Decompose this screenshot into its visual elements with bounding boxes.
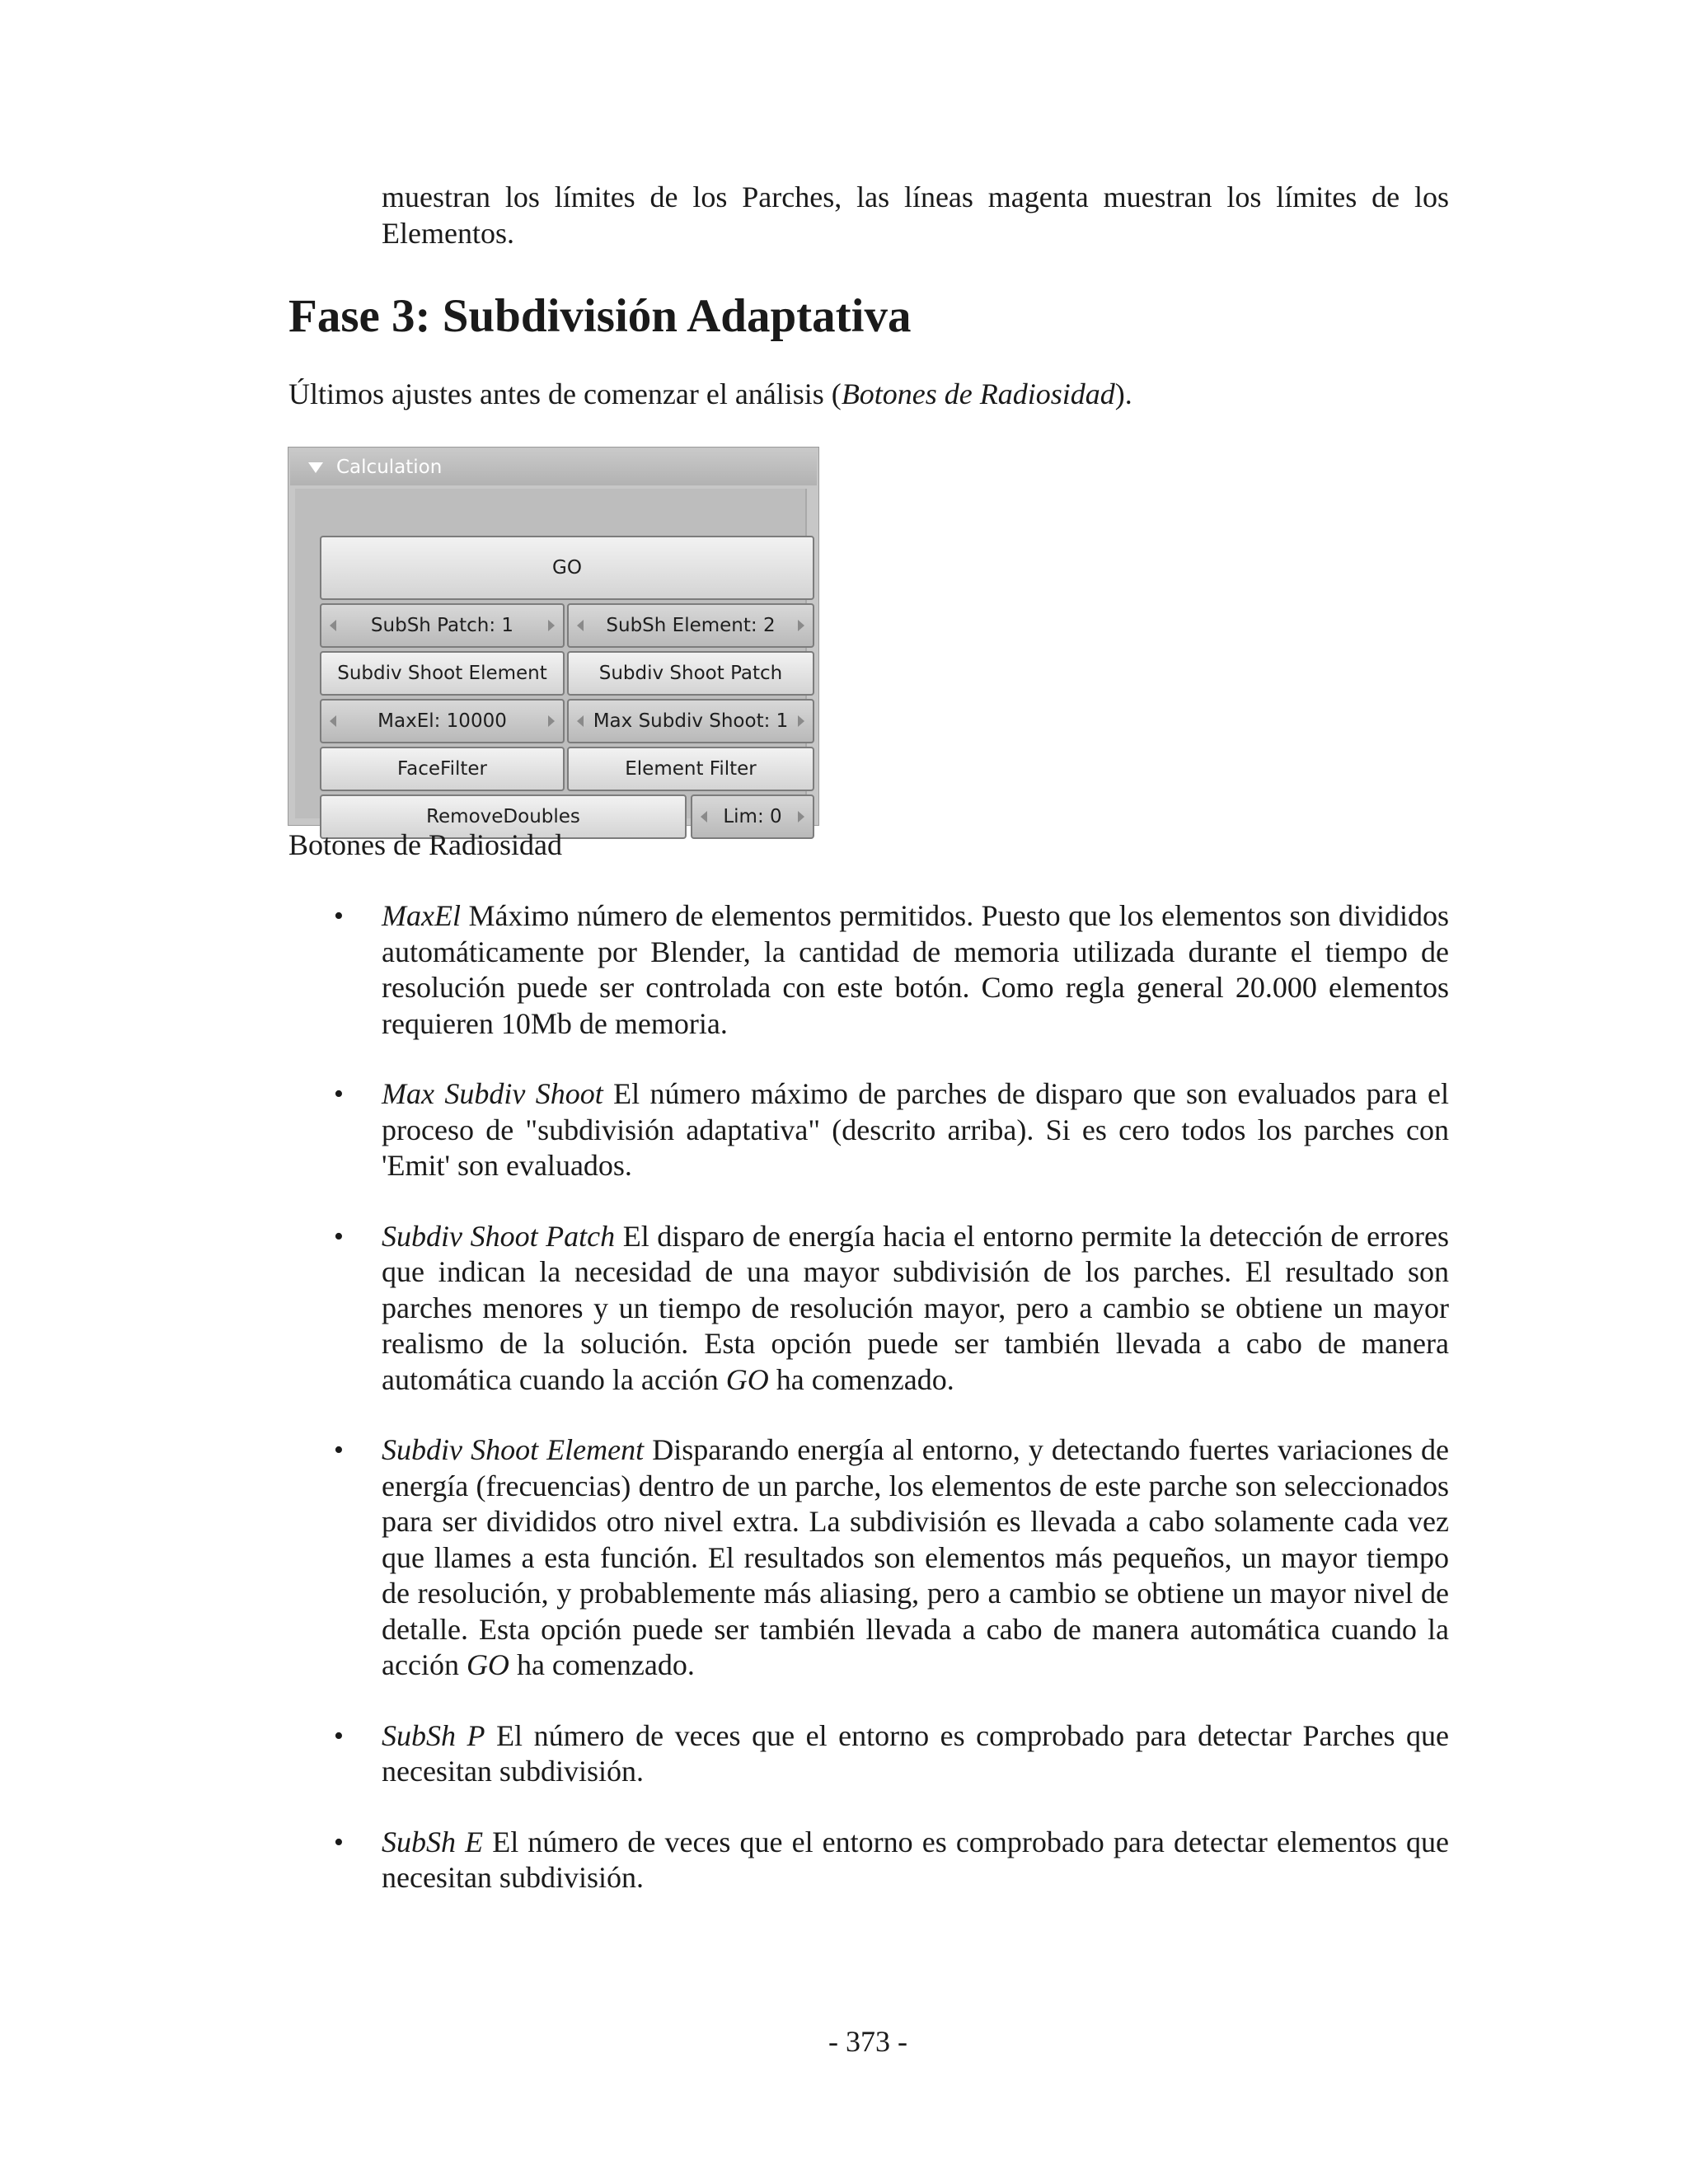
section-heading: Fase 3: Subdivisión Adaptativa xyxy=(288,290,912,342)
bullet-term: Max Subdiv Shoot xyxy=(382,1077,603,1110)
calculation-panel xyxy=(288,447,819,826)
increment-arrow-icon[interactable] xyxy=(798,620,804,631)
panel-body xyxy=(295,489,807,827)
subdiv-shoot-patch-button[interactable]: Subdiv Shoot Patch xyxy=(567,651,814,696)
subsh-patch-label: SubSh Patch: 1 xyxy=(370,615,514,636)
bullet-keyword: GO xyxy=(725,1362,769,1396)
increment-arrow-icon[interactable] xyxy=(798,811,804,823)
decrement-arrow-icon[interactable] xyxy=(701,811,707,823)
bullet-term: Subdiv Shoot Patch xyxy=(382,1219,616,1253)
decrement-arrow-icon[interactable] xyxy=(577,715,584,727)
lim-field[interactable] xyxy=(691,794,814,839)
intro-sentence-before: Últimos ajustes antes de comenzar el análisis ( xyxy=(288,377,842,410)
increment-arrow-icon[interactable] xyxy=(548,715,555,727)
subsh-element-label: SubSh Element: 2 xyxy=(606,615,776,636)
intro-sentence xyxy=(288,377,1132,412)
page-number: - 373 - xyxy=(828,2025,907,2058)
max-subdiv-shoot-field[interactable] xyxy=(567,699,814,743)
bullet-text: El número de veces que el entorno es comprobado para detectar elementos que necesitan subdivisión. xyxy=(382,1825,1450,1894)
decrement-arrow-icon[interactable] xyxy=(330,715,336,727)
bullet-text: Disparando energía al entorno, y detectando fuertes variaciones de energía (frecuencias) dentro de un parche, los elementos de este parche son seleccionados para ser divididos otro nivel extra. La subdivisión es llevada a cabo solamente cada vez que llames a esta función. El resultados son elementos más pequeños, un mayor tiempo de resolución, y probablemente más aliasing, pero a cambio se obtiene un mayor nivel de detalle. Esta opción puede ser también llevada a cabo de manera automática cuando la acción xyxy=(382,1433,1449,1681)
decrement-arrow-icon[interactable] xyxy=(577,620,584,631)
face-filter-button[interactable]: FaceFilter xyxy=(320,747,565,791)
list-item xyxy=(382,1825,1449,1896)
increment-arrow-icon[interactable] xyxy=(548,620,555,631)
subsh-patch-field[interactable] xyxy=(320,603,565,648)
bullet-tail: ha comenzado. xyxy=(768,1362,954,1396)
maxel-label: MaxEl: 10000 xyxy=(377,710,507,732)
intro-sentence-after: ). xyxy=(1114,377,1132,410)
bullet-term: SubSh E xyxy=(382,1825,484,1858)
list-item xyxy=(382,1076,1449,1184)
collapse-triangle-icon[interactable] xyxy=(308,462,323,473)
figure-caption: Botones de Radiosidad xyxy=(288,828,562,861)
bullet-list xyxy=(382,898,1449,1931)
panel-title: Calculation xyxy=(336,457,443,478)
bullet-text: Máximo número de elementos permitidos. Puesto que los elementos son divididos automáticamente por Blender, la cantidad de memoria utilizada durante el tiempo de resolución puede ser controlada con este botón. Como regla general 20.000 elementos requieren 10Mb de memoria. xyxy=(382,899,1449,1040)
bullet-keyword: GO xyxy=(466,1648,509,1681)
bullet-tail: ha comenzado. xyxy=(509,1648,695,1681)
remove-doubles-button[interactable]: RemoveDoubles xyxy=(320,794,687,839)
list-item xyxy=(382,1432,1449,1684)
list-item xyxy=(382,898,1449,1042)
decrement-arrow-icon[interactable] xyxy=(330,620,336,631)
list-item xyxy=(382,1219,1449,1399)
subsh-element-field[interactable] xyxy=(567,603,814,648)
go-button[interactable]: GO xyxy=(320,536,814,600)
element-filter-button[interactable]: Element Filter xyxy=(567,747,814,791)
intro-sentence-italic: Botones de Radiosidad xyxy=(841,377,1115,410)
bullet-text: El número máximo de parches de disparo que son evaluados para el proceso de "subdivisión adaptativa" (descrito arriba). Si es cero todos los parches con 'Emit' son evaluados. xyxy=(382,1077,1449,1182)
panel-header[interactable] xyxy=(290,449,817,485)
bullet-text: El disparo de energía hacia el entorno permite la detección de errores que indican la necesidad de una mayor subdivisión de los parches. El resultado son parches menores y un tiempo de resolución mayor, pero a cambio se obtiene un mayor realismo de la solución. Esta opción puede ser también llevada a cabo de manera automática cuando la acción xyxy=(382,1219,1450,1396)
bullet-term: Subdiv Shoot Element xyxy=(382,1433,645,1466)
bullet-term: SubSh P xyxy=(382,1718,485,1752)
lim-label: Lim: 0 xyxy=(723,806,782,827)
bullet-text: El número de veces que el entorno es comprobado para detectar Parches que necesitan subdivisión. xyxy=(382,1718,1449,1788)
bullet-term: MaxEl xyxy=(382,899,461,932)
maxel-field[interactable] xyxy=(320,699,565,743)
increment-arrow-icon[interactable] xyxy=(798,715,804,727)
intro-paragraph: muestran los límites de los Parches, las líneas magenta muestran los límites de los Elementos. xyxy=(382,180,1449,250)
max-subdiv-shoot-label: Max Subdiv Shoot: 1 xyxy=(593,710,789,732)
list-item xyxy=(382,1718,1449,1790)
subdiv-shoot-element-button[interactable]: Subdiv Shoot Element xyxy=(320,651,565,696)
